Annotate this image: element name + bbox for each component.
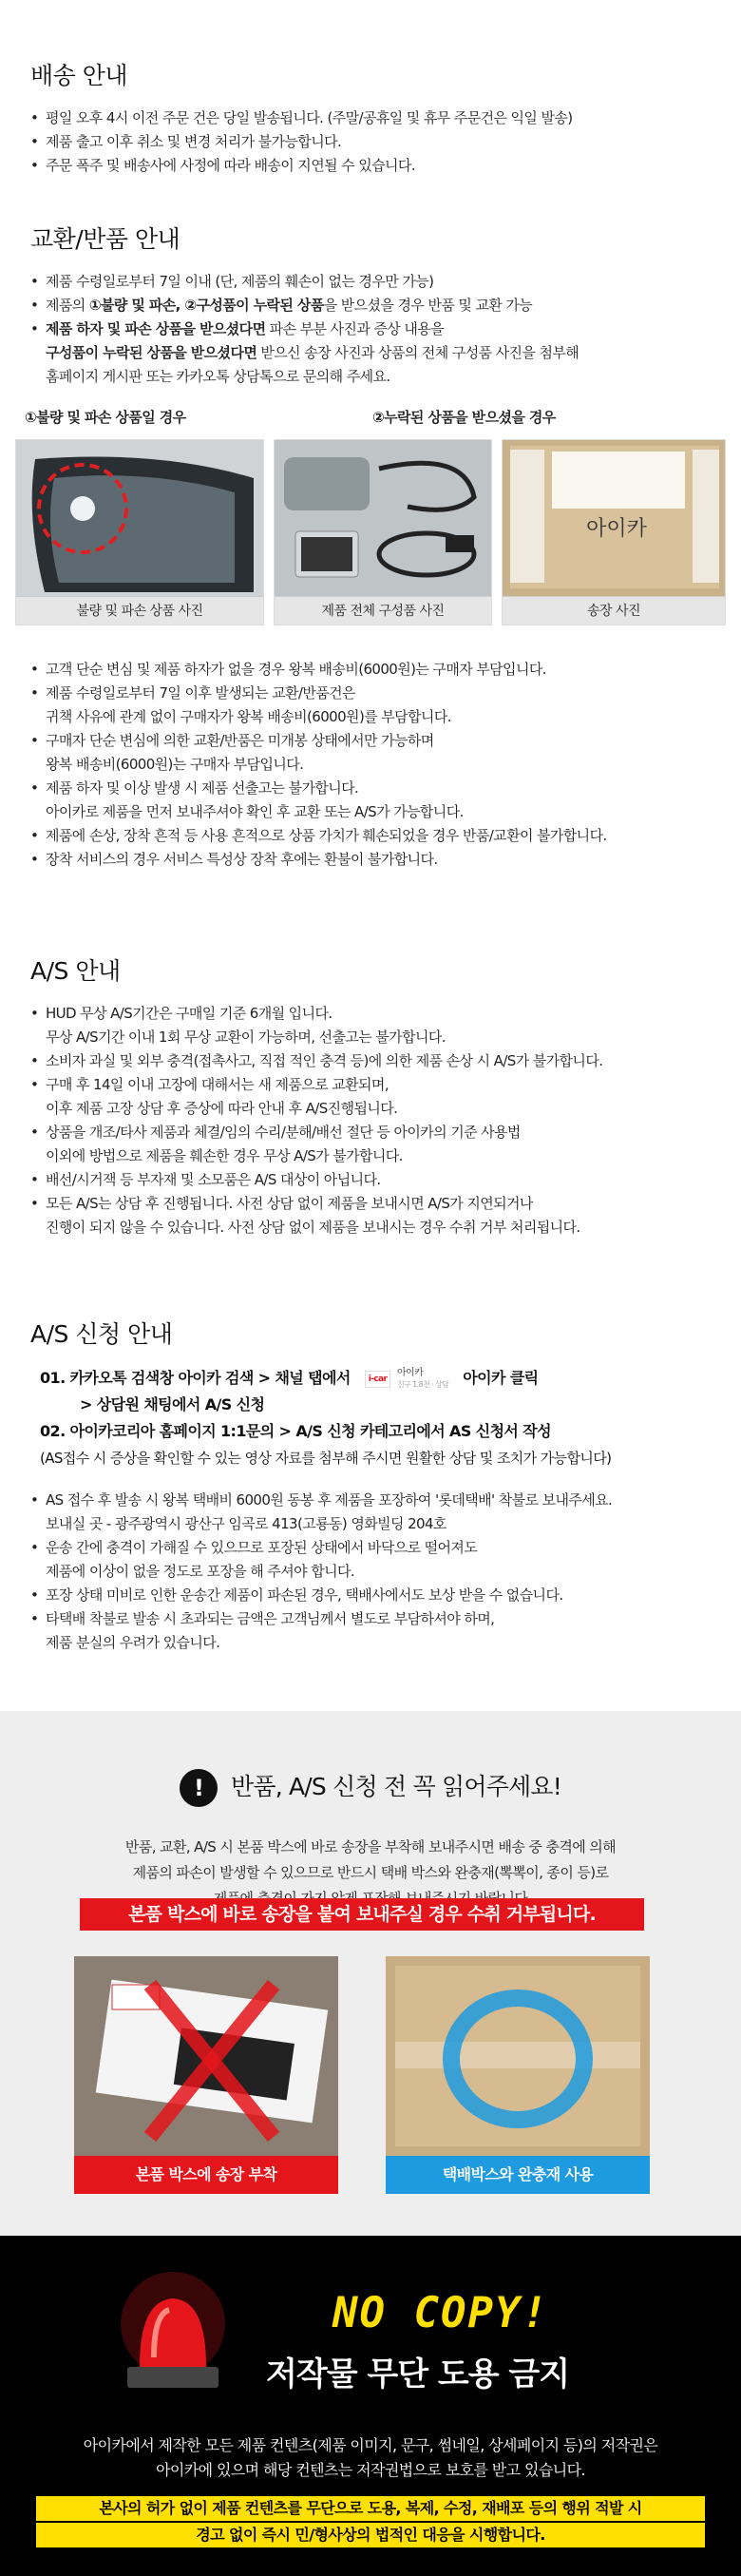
exchange-list	[30, 270, 718, 389]
step-1	[40, 1365, 718, 1392]
list-item	[30, 1073, 718, 1121]
damaged-mirror-image	[16, 440, 264, 598]
kakao-channel-info	[397, 1368, 448, 1391]
list-subline: 제품 분실의 우려가 있습니다.	[46, 1634, 220, 1651]
box-handwriting: 아이카	[586, 517, 647, 541]
defect-photo-caption: 불량 및 파손 상품 사진	[16, 596, 263, 625]
exchange-title: 교환/반품 안내	[30, 225, 180, 253]
claim-photo-examples	[15, 407, 726, 644]
copyright-title: 저작물 무단 도용 금지	[266, 2355, 570, 2393]
list-item	[30, 1489, 718, 1536]
copyright-line: 아이카에서 제작한 모든 제품 컨텐츠(제품 이미지, 문구, 썸네일, 상세페이지 등)의 저작권은	[83, 2436, 658, 2454]
brand-logo: i-car	[365, 1371, 391, 1388]
defect-photo	[15, 439, 264, 625]
list-item	[30, 1192, 718, 1240]
as-section	[30, 952, 718, 1240]
siren-icon	[106, 2272, 239, 2395]
good-example	[386, 1956, 650, 2194]
notice-line: 제품의 파손이 발생할 수 있으므로 반드시 택배 박스와 완충재(뽁뽁이, 종이 등)로	[132, 1864, 609, 1881]
list-subline: 이후 제품 고장 상담 후 증상에 따라 안내 후 A/S진행됩니다.	[46, 1100, 398, 1117]
copyright-line: 아이카에 있으며 해당 컨텐츠는 저작권법으로 보호를 받고 있습니다.	[156, 2461, 585, 2479]
text: 운송 간에 충격이 가해질 수 있으므로 포장된 상태에서 바닥으로 떨어져도	[46, 1539, 478, 1556]
components-photo	[274, 439, 492, 625]
good-example-label: 택배박스와 완충재 사용	[386, 2156, 650, 2194]
text: 파손 부분 사진과 증상 내용을	[265, 320, 444, 337]
list-item: • 소비자 과실 및 외부 충격(접촉사고, 직접 적인 충격 등)에 의한 제품 손상 시 A/S가 불가합니다.	[30, 1049, 718, 1073]
text: 상품을 개조/타사 제품과 체결/임의 수리/분해/배선 절단 등 아이카의 기준 사용법	[46, 1124, 521, 1141]
copyright-footer	[0, 2236, 741, 2576]
refusal-warning-banner: 본품 박스에 바로 송장을 붙여 보내주실 경우 수취 거부됩니다.	[80, 1898, 644, 1931]
list-item	[30, 294, 718, 317]
text: HUD 무상 A/S기간은 구매일 기준 6개월 입니다.	[46, 1005, 332, 1022]
text: 받으신 송장 사진과 상품의 전체 구성품 사진을 첨부해	[256, 344, 580, 361]
shipping-box-image	[386, 1956, 650, 2156]
shipping-title: 배송 안내	[30, 62, 128, 89]
kakao-channel-sub: 친구 1.8천 · 상담	[396, 1379, 449, 1389]
list-item: • 배선/시거잭 등 부자재 및 소모품은 A/S 대상이 아닙니다.	[30, 1168, 718, 1192]
copyright-text	[19, 2433, 722, 2483]
list-item	[30, 1002, 718, 1049]
list-item	[30, 1121, 718, 1168]
list-subline: 홈페이지 게시판 또는 카카오톡 상담톡으로 문의해 주세요.	[46, 368, 390, 385]
exchange-section	[30, 221, 718, 389]
return-notice-box	[0, 1711, 741, 2236]
notice-title-text: 반품, A/S 신청 전 꼭 읽어주세요!	[231, 1773, 561, 1800]
step-1-sub: > 상담원 채팅에서 A/S 신청	[80, 1395, 265, 1413]
text: 모든 A/S는 상담 후 진행됩니다. 사전 상담 없이 제품을 보내시면 A/S가 지연되거나	[46, 1195, 533, 1212]
list-item: • 평일 오후 4시 이전 주문 건은 당일 발송됩니다. (주말/공휴일 및 휴무 주문건은 익일 발송)	[30, 106, 718, 130]
text: 제품 수령일로부터 7일 이후 발생되는 교환/반품건은	[46, 684, 355, 702]
list-item: • 제품 출고 이후 취소 및 변경 처리가 불가능합니다.	[30, 130, 718, 154]
list-subline: 진행이 되지 않을 수 있습니다. 사전 상담 없이 제품을 보내시는 경우 수취 거부 처리됩니다.	[46, 1219, 580, 1236]
bad-example-label: 본품 박스에 송장 부착	[74, 2156, 338, 2194]
step-2-note: (AS접수 시 증상을 확인할 수 있는 영상 자료를 첨부해 주시면 원활한 상담 및 조치가 가능합니다)	[40, 1450, 612, 1467]
list-item: • 장착 서비스의 경우 서비스 특성상 장착 후에는 환불이 불가합니다.	[30, 848, 718, 872]
legal-warning-line: 경고 없이 즉시 민/형사상의 법적인 대응을 시행합니다.	[36, 2523, 705, 2547]
components-image	[275, 440, 492, 598]
text: 을 받으셨을 경우 반품 및 교환 가능	[323, 297, 533, 314]
emphasis-text: ①불량 및 파손, ②구성품이 누락된 상품	[88, 297, 324, 314]
text: 구매 후 14일 이내 고장에 대해서는 새 제품으로 교환되며,	[46, 1076, 389, 1093]
text: 제품의	[46, 297, 89, 314]
list-item	[30, 317, 718, 389]
step-1-click: 아이카 클릭	[463, 1369, 539, 1387]
list-item	[30, 1607, 718, 1655]
exchange-section-2	[30, 658, 718, 872]
list-subline: 왕복 배송비(6000원)는 구매자 부담입니다.	[46, 756, 304, 773]
text: 타택배 착불로 발송 시 초과되는 금액은 고객님께서 별도로 부담하셔야 하며,	[46, 1610, 495, 1627]
warning-icon: !	[180, 1769, 218, 1807]
as-request-section	[30, 1316, 718, 1655]
list-subline	[46, 341, 718, 365]
kakao-channel-name: 아이카	[396, 1367, 424, 1378]
list-item	[30, 682, 718, 729]
list-item: • 포장 상태 미비로 인한 운송간 제품이 파손된 경우, 택배사에서도 보상 받을 수 없습니다.	[30, 1584, 718, 1607]
list-item: • 주문 폭주 및 배송사에 사정에 따라 배송이 지연될 수 있습니다.	[30, 154, 718, 178]
no-copy-heading: NO COPY!	[332, 2289, 549, 2337]
list-subline: 아이카로 제품을 먼저 보내주셔야 확인 후 교환 또는 A/S가 가능합니다.	[46, 803, 464, 820]
emphasis-text: 구성품이 누락된 상품을 받으셨다면	[46, 344, 257, 361]
list-item	[30, 777, 718, 824]
as-request-steps	[30, 1365, 718, 1471]
list-subline: 제품에 이상이 없을 정도로 포장을 해 주셔야 합니다.	[46, 1563, 355, 1580]
as-title: A/S 안내	[30, 957, 121, 985]
list-subline: 무상 A/S기간 이내 1회 무상 교환이 가능하며, 선출고는 불가합니다.	[46, 1028, 446, 1046]
invoice-photo	[502, 439, 726, 625]
shipping-list	[30, 106, 718, 178]
list-subline: 보내실 곳 - 광주광역시 광산구 임곡로 413(고룡동) 영화빌딩 204호	[46, 1515, 446, 1532]
list-item: • 고객 단순 변심 및 제품 하자가 없을 경우 왕복 배송비(6000원)는 구매자 부담입니다.	[30, 658, 718, 682]
exchange-list-2	[30, 658, 718, 872]
kakao-channel-card	[365, 1368, 449, 1391]
notice-line: 반품, 교환, A/S 시 본품 박스에 바로 송장을 부착해 보내주시면 배송 중 충격에 의해	[124, 1838, 617, 1855]
as-request-title: A/S 신청 안내	[30, 1320, 173, 1348]
bad-example	[74, 1956, 338, 2194]
good-example-photo	[386, 1956, 650, 2156]
invoice-photo-caption: 송장 사진	[503, 596, 725, 625]
legal-warning-line: 본사의 허가 없이 제품 컨텐츠를 무단으로 도용, 복제, 수정, 재배포 등의 행위 적발 시	[36, 2496, 705, 2521]
emphasis-text: 제품 하자 및 파손 상품을 받으셨다면	[46, 320, 266, 337]
text: 제품 하자 및 이상 발생 시 제품 선출고는 불가합니다.	[46, 779, 359, 797]
shipping-section	[30, 57, 718, 178]
components-photo-caption: 제품 전체 구성품 사진	[275, 596, 491, 625]
list-subline: 이외에 방법으로 제품을 훼손한 경우 무상 A/S가 불가합니다.	[46, 1147, 403, 1164]
text: AS 접수 후 발송 시 왕복 택배비 6000원 동봉 후 제품을 포장하여 '롯데택배' 착불로 보내주세요.	[46, 1491, 613, 1509]
step-2: 02. 아이카코리아 홈페이지 1:1문의 > A/S 신청 카테고리에서 AS 신청서 작성	[40, 1422, 551, 1440]
text: 구매자 단순 변심에 의한 교환/반품은 미개봉 상태에서만 가능하며	[46, 732, 434, 749]
defect-heading: ①불량 및 파손 상품일 경우	[25, 409, 186, 426]
list-item: • 제품 수령일로부터 7일 이내 (단, 제품의 훼손이 없는 경우만 가능)	[30, 270, 718, 294]
list-item	[30, 729, 718, 777]
list-item	[30, 1536, 718, 1584]
as-request-list	[30, 1489, 718, 1655]
bad-example-photo	[74, 1956, 338, 2156]
list-subline: 귀책 사유에 관계 없이 구매자가 왕복 배송비(6000원)를 부담합니다.	[46, 708, 451, 725]
list-item: • 제품에 손상, 장착 흔적 등 사용 흔적으로 상품 가치가 훼손되었을 경우 반품/교환이 불가합니다.	[30, 824, 718, 848]
invoice-box-image	[503, 440, 726, 598]
missing-heading: ②누락된 상품을 받으셨을 경우	[372, 409, 556, 426]
as-list	[30, 1002, 718, 1240]
product-box-image	[74, 1956, 338, 2156]
notice-title	[0, 1768, 741, 1807]
step-1-text: 01. 카카오톡 검색창 아이카 검색 > 채널 탭에서	[40, 1369, 351, 1387]
